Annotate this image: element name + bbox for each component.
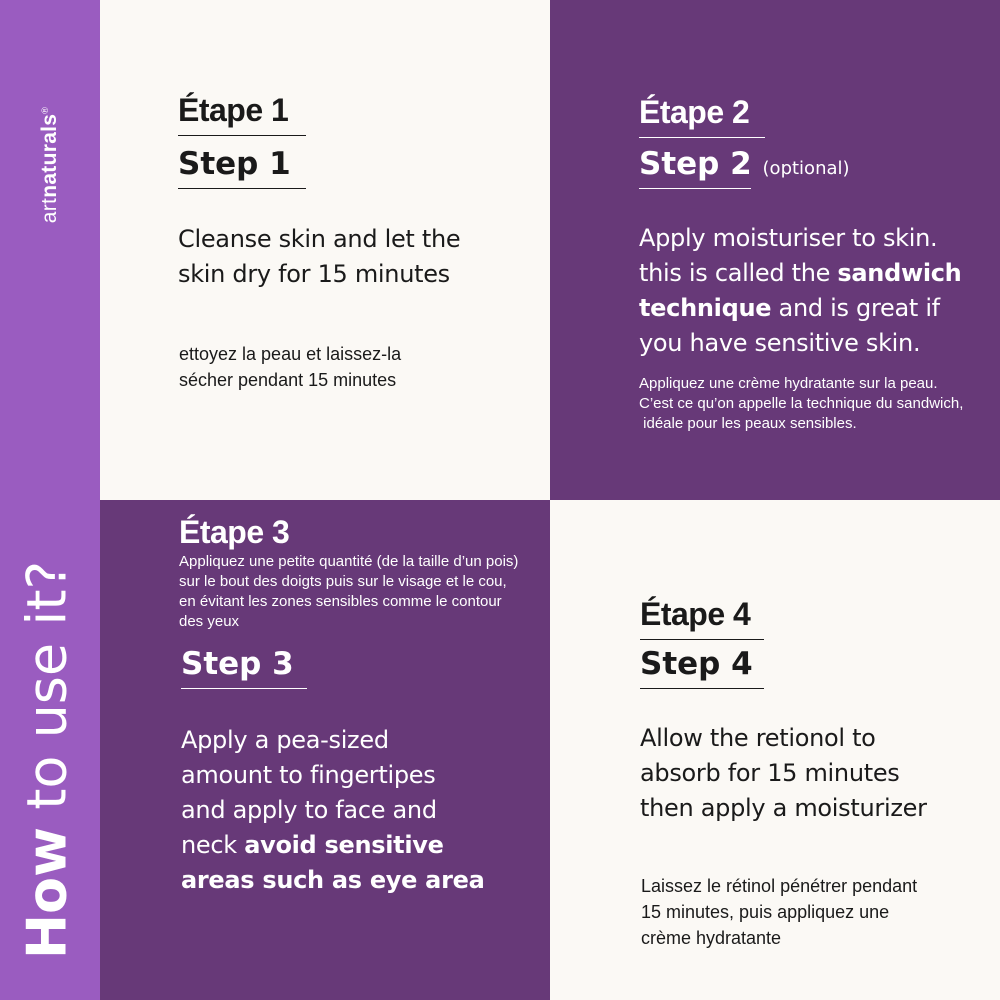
- step-1-en-line: Cleanse skin and let the: [178, 225, 461, 253]
- step-3-fr-line: sur le bout des doigts puis sur le visage et le cou,: [179, 573, 507, 590]
- step-4-fr-line: crème hydratante: [641, 928, 782, 948]
- step-2-title-text: Step 2: [639, 146, 752, 182]
- bold-span: areas such as eye area: [181, 866, 485, 894]
- bold-span: sandwich: [837, 259, 962, 287]
- brand-prefix: art: [38, 197, 61, 224]
- step-2-en-line: [639, 291, 961, 326]
- bold-span: avoid sensitive: [244, 831, 444, 859]
- step-2-panel: [550, 0, 1000, 500]
- step-3-en-line: amount to fingertipes: [181, 761, 436, 789]
- step-1-en-text: [178, 222, 460, 292]
- step-3-fr-line: des yeux: [179, 613, 240, 630]
- text-span: and is great if: [771, 294, 940, 322]
- text-span: this is called the: [639, 259, 838, 287]
- step-4-en-text: [640, 721, 927, 826]
- step-1-fr-text: [179, 341, 401, 393]
- heading-bold: How: [15, 826, 79, 960]
- step-3-fr-line: en évitant les zones sensibles comme le contour: [179, 593, 502, 610]
- step-3-en-text: [181, 723, 484, 898]
- step-3-etape-title: Étape 3: [179, 514, 290, 550]
- step-4-fr-text: [641, 873, 917, 951]
- step-3-fr-text: [179, 552, 518, 632]
- step-2-fr-line: C’est ce qu’on appelle la technique du sandwich,: [639, 395, 964, 412]
- bold-span: technique: [639, 294, 772, 322]
- step-2-etape-title: Étape 2: [639, 94, 765, 138]
- step-3-en-line: [181, 828, 484, 863]
- step-3-fr-line: Appliquez une petite quantité (de la taille d’un pois): [179, 553, 519, 570]
- step-4-etape-title: Étape 4: [640, 596, 764, 640]
- sidebar: [0, 0, 100, 1000]
- step-4-en-line: then apply a moisturizer: [640, 794, 927, 822]
- step-3-en-line: [181, 863, 484, 898]
- step-1-panel: [100, 0, 550, 500]
- step-1-fr-line: ettoyez la peau et laissez-la: [179, 344, 402, 364]
- step-2-en-text: [639, 221, 961, 361]
- step-3-panel: [100, 500, 550, 1000]
- step-2-optional-label: (optional): [762, 158, 850, 179]
- step-4-en-line: absorb for 15 minutes: [640, 759, 900, 787]
- step-4-title: Step 4: [640, 646, 764, 689]
- step-1-etape-title: Étape 1: [178, 92, 306, 136]
- step-2-fr-line: idéale pour les peaux sensibles.: [639, 415, 857, 432]
- step-2-fr-text: [639, 374, 963, 434]
- step-1-fr-line: sécher pendant 15 minutes: [179, 370, 397, 390]
- step-3-title: Step 3: [181, 646, 307, 689]
- brand-logo: [38, 107, 62, 223]
- step-2-en-line: you have sensitive skin.: [639, 329, 921, 357]
- step-3-en-line: and apply to face and: [181, 796, 437, 824]
- step-4-en-line: Allow the retionol to: [640, 724, 876, 752]
- step-4-panel: [550, 500, 1000, 1000]
- step-2-fr-line: Appliquez une crème hydratante sur la peau.: [639, 375, 938, 392]
- step-3-en-line: Apply a pea-sized: [181, 726, 389, 754]
- step-2-title: [639, 146, 850, 189]
- brand-name: naturals: [38, 113, 61, 198]
- step-4-fr-line: 15 minutes, puis appliquez une: [641, 902, 890, 922]
- step-1-en-line: skin dry for 15 minutes: [178, 260, 450, 288]
- step-2-en-line: Apply moisturiser to skin.: [639, 224, 938, 252]
- step-1-title: Step 1: [178, 146, 306, 189]
- page-heading: [16, 561, 79, 959]
- registered-mark: ®: [40, 106, 50, 114]
- heading-rest: to use it?: [15, 560, 79, 827]
- step-4-fr-line: Laissez le rétinol pénétrer pendant: [641, 876, 918, 896]
- step-2-en-line: [639, 256, 961, 291]
- text-span: neck: [181, 831, 245, 859]
